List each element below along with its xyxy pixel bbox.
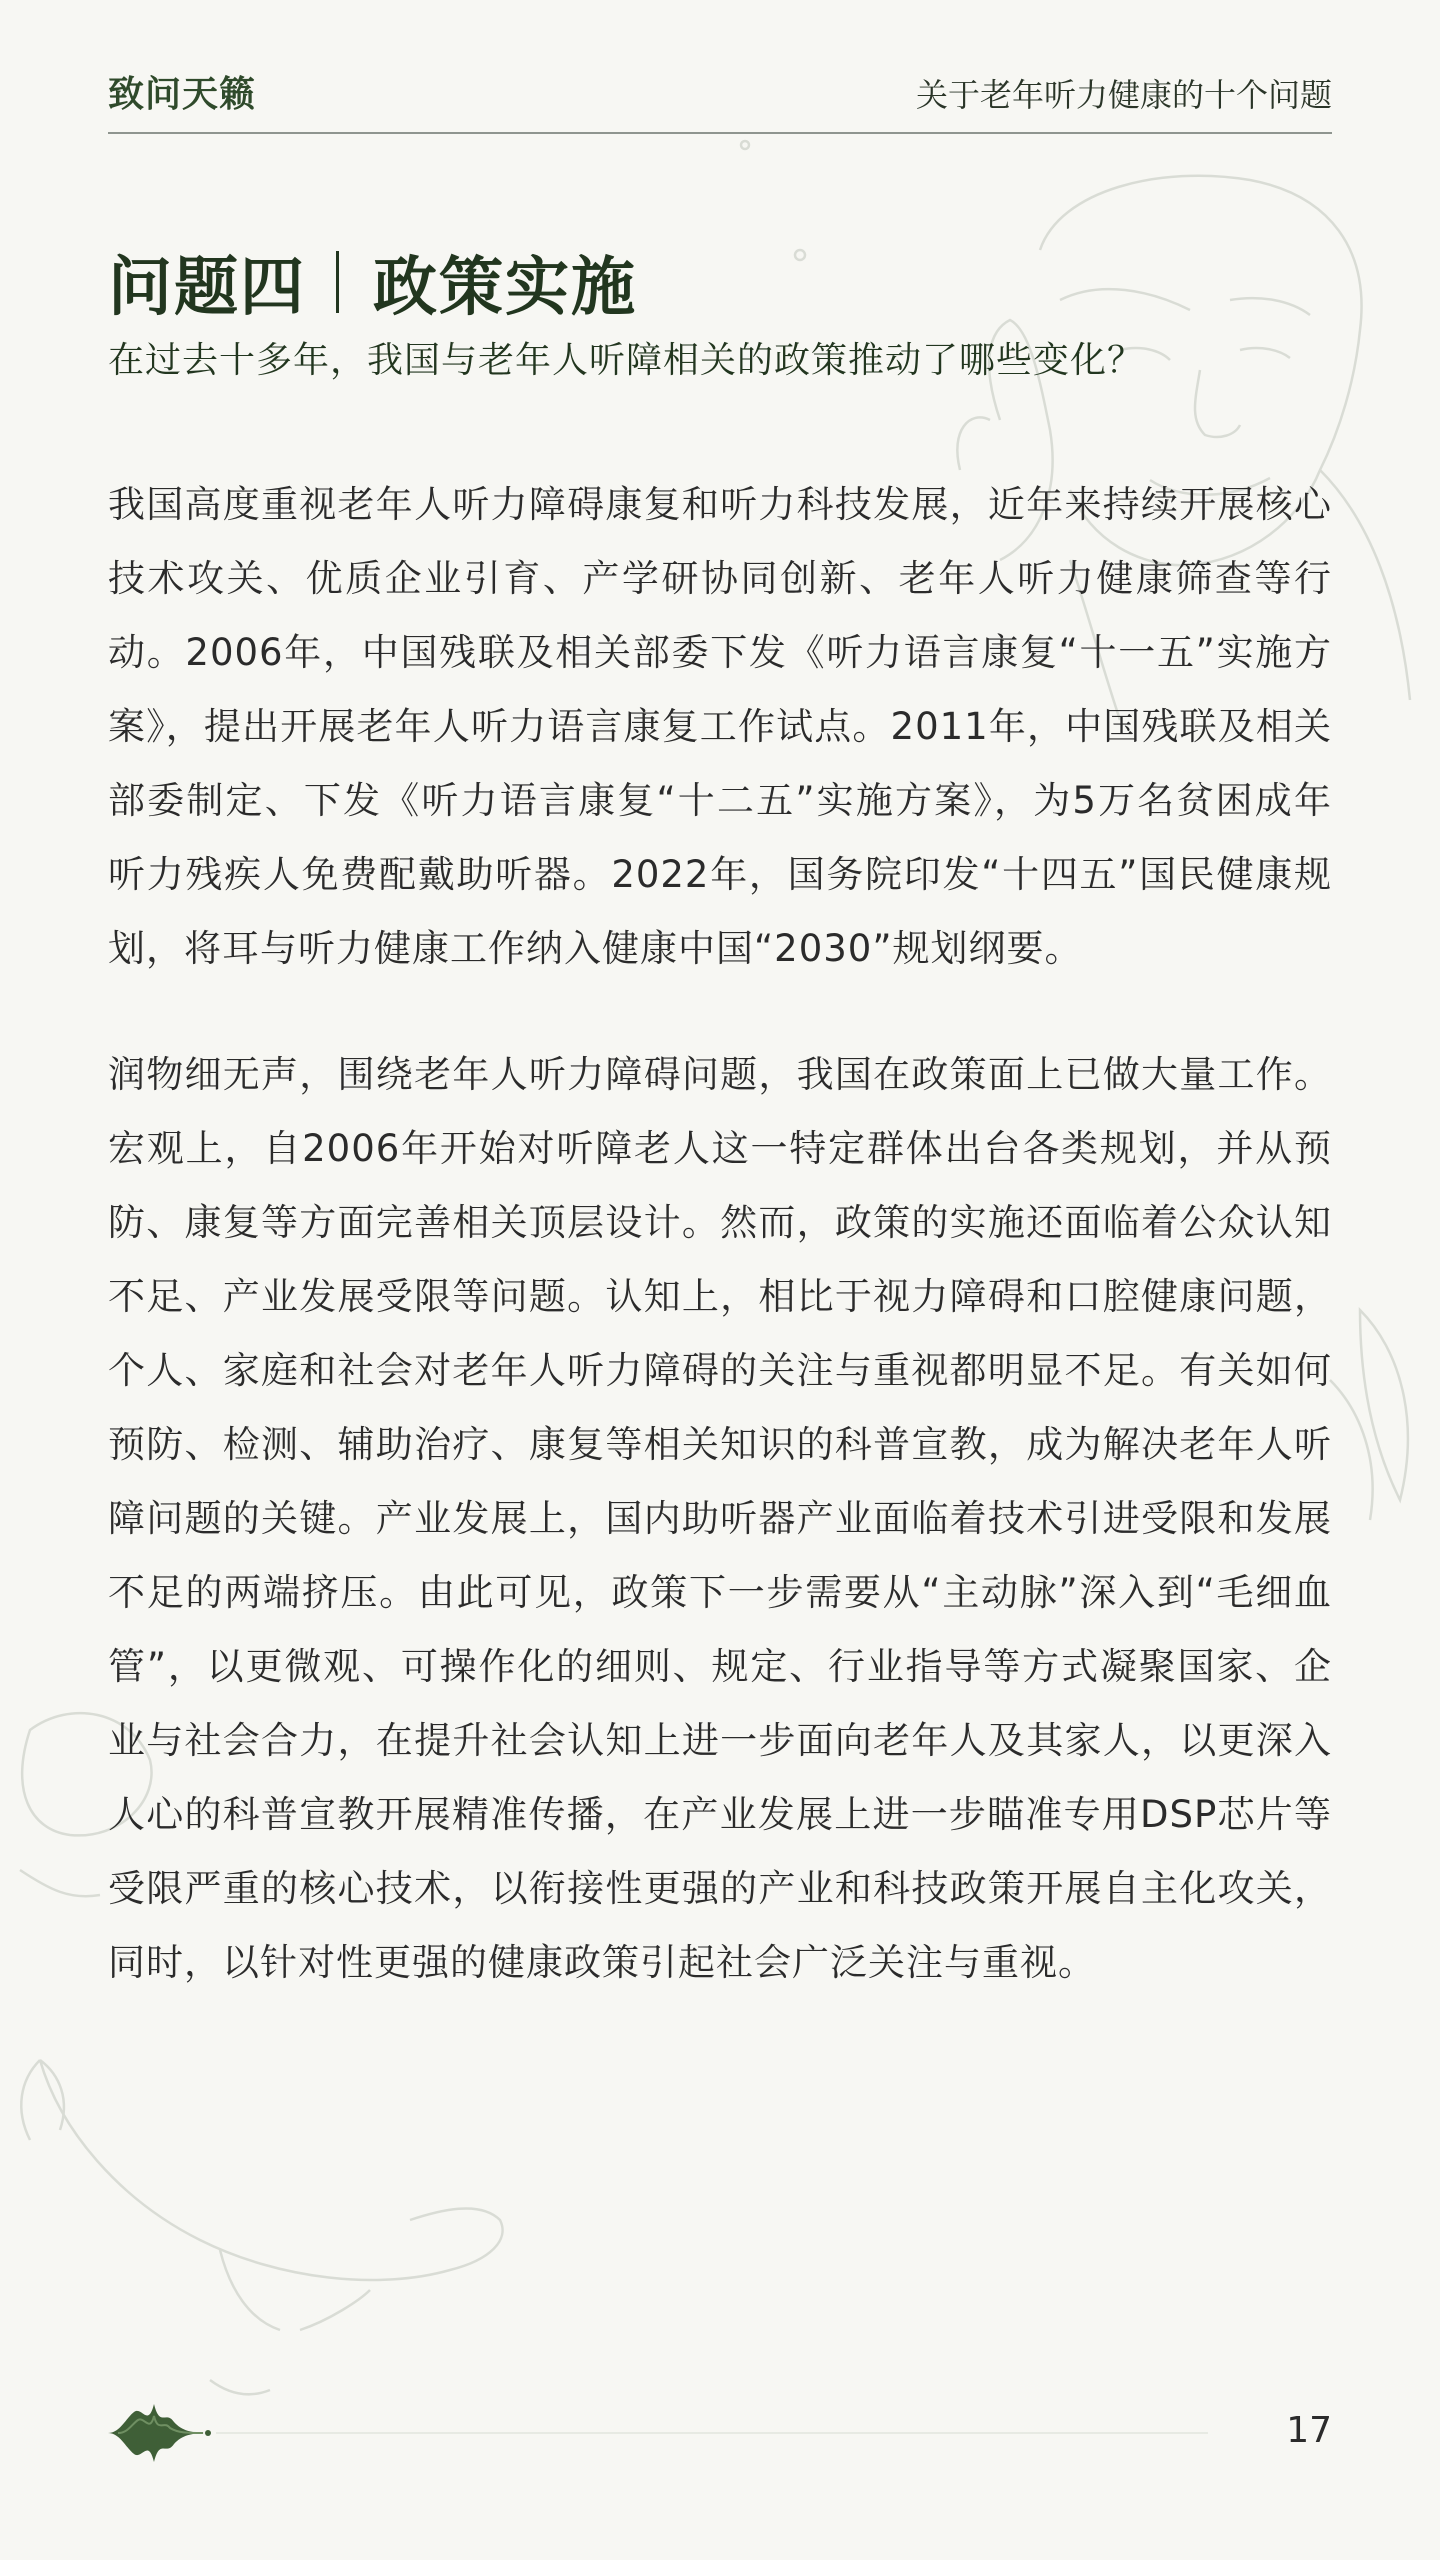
- section-title: 政策实施: [373, 251, 637, 325]
- body-text: [108, 468, 1332, 2052]
- paragraph-1: 我国高度重视老年人听力障碍康复和听力科技发展，近年来持续开展核心技术攻关、优质企业引育、产学研协同创新、老年人听力健康筛查等行动。2006年，中国残联及相关部委下发《听力语言康复“十一五”实施方案》，提出开展老年人听力语言康复工作试点。2011年，中国残联及相关部委制定、下发《听力语言康复“十二五”实施方案》，为5万名贫困成年听力残疾人免费配戴助听器。2022年，国务院印发“十四五”国民健康规划，将耳与听力健康工作纳入健康中国“2030”规划纲要。: [108, 483, 1332, 970]
- page-header: [108, 56, 1332, 134]
- page-number: 17: [1286, 2410, 1332, 2451]
- document-title: 关于老年听力健康的十个问题: [915, 76, 1332, 114]
- paragraph-2: 润物细无声，围绕老年人听力障碍问题，我国在政策面上已做大量工作。宏观上，自2006年开始对听障老人这一特定群体出台各类规划，并从预防、康复等方面完善相关顶层设计。然而，政策的实施还面临着公众认知不足、产业发展受限等问题。认知上，相比于视力障碍和口腔健康问题，个人、家庭和社会对老年人听力障碍的关注与重视都明显不足。有关如何预防、检测、辅助治疗、康复等相关知识的科普宣教，成为解决老年人听障问题的关键。产业发展上，国内助听器产业面临着技术引进受限和发展不足的两端挤压。由此可见，政策下一步需要从“主动脉”深入到“毛细血管”，以更微观、可操作化的细则、规定、行业指导等方式凝聚国家、企业与社会合力，在提升社会认知上进一步面向老年人及其家人，以更深入人心的科普宣教开展精准传播，在产业发展上进一步瞄准专用DSP芯片等受限严重的核心技术，以衔接性更强的产业和科技政策开展自主化攻关，同时，以针对性更强的健康政策引起社会广泛关注与重视。: [108, 1053, 1332, 1984]
- section-heading: [108, 236, 637, 328]
- sound-wave-icon: [108, 2398, 1208, 2468]
- heading-divider: [336, 251, 339, 313]
- section-label: 问题四: [108, 251, 306, 325]
- section-subtitle: 在过去十多年，我国与老年人听障相关的政策推动了哪些变化？: [108, 340, 1145, 381]
- brand-logo: 致问天籁: [108, 73, 257, 115]
